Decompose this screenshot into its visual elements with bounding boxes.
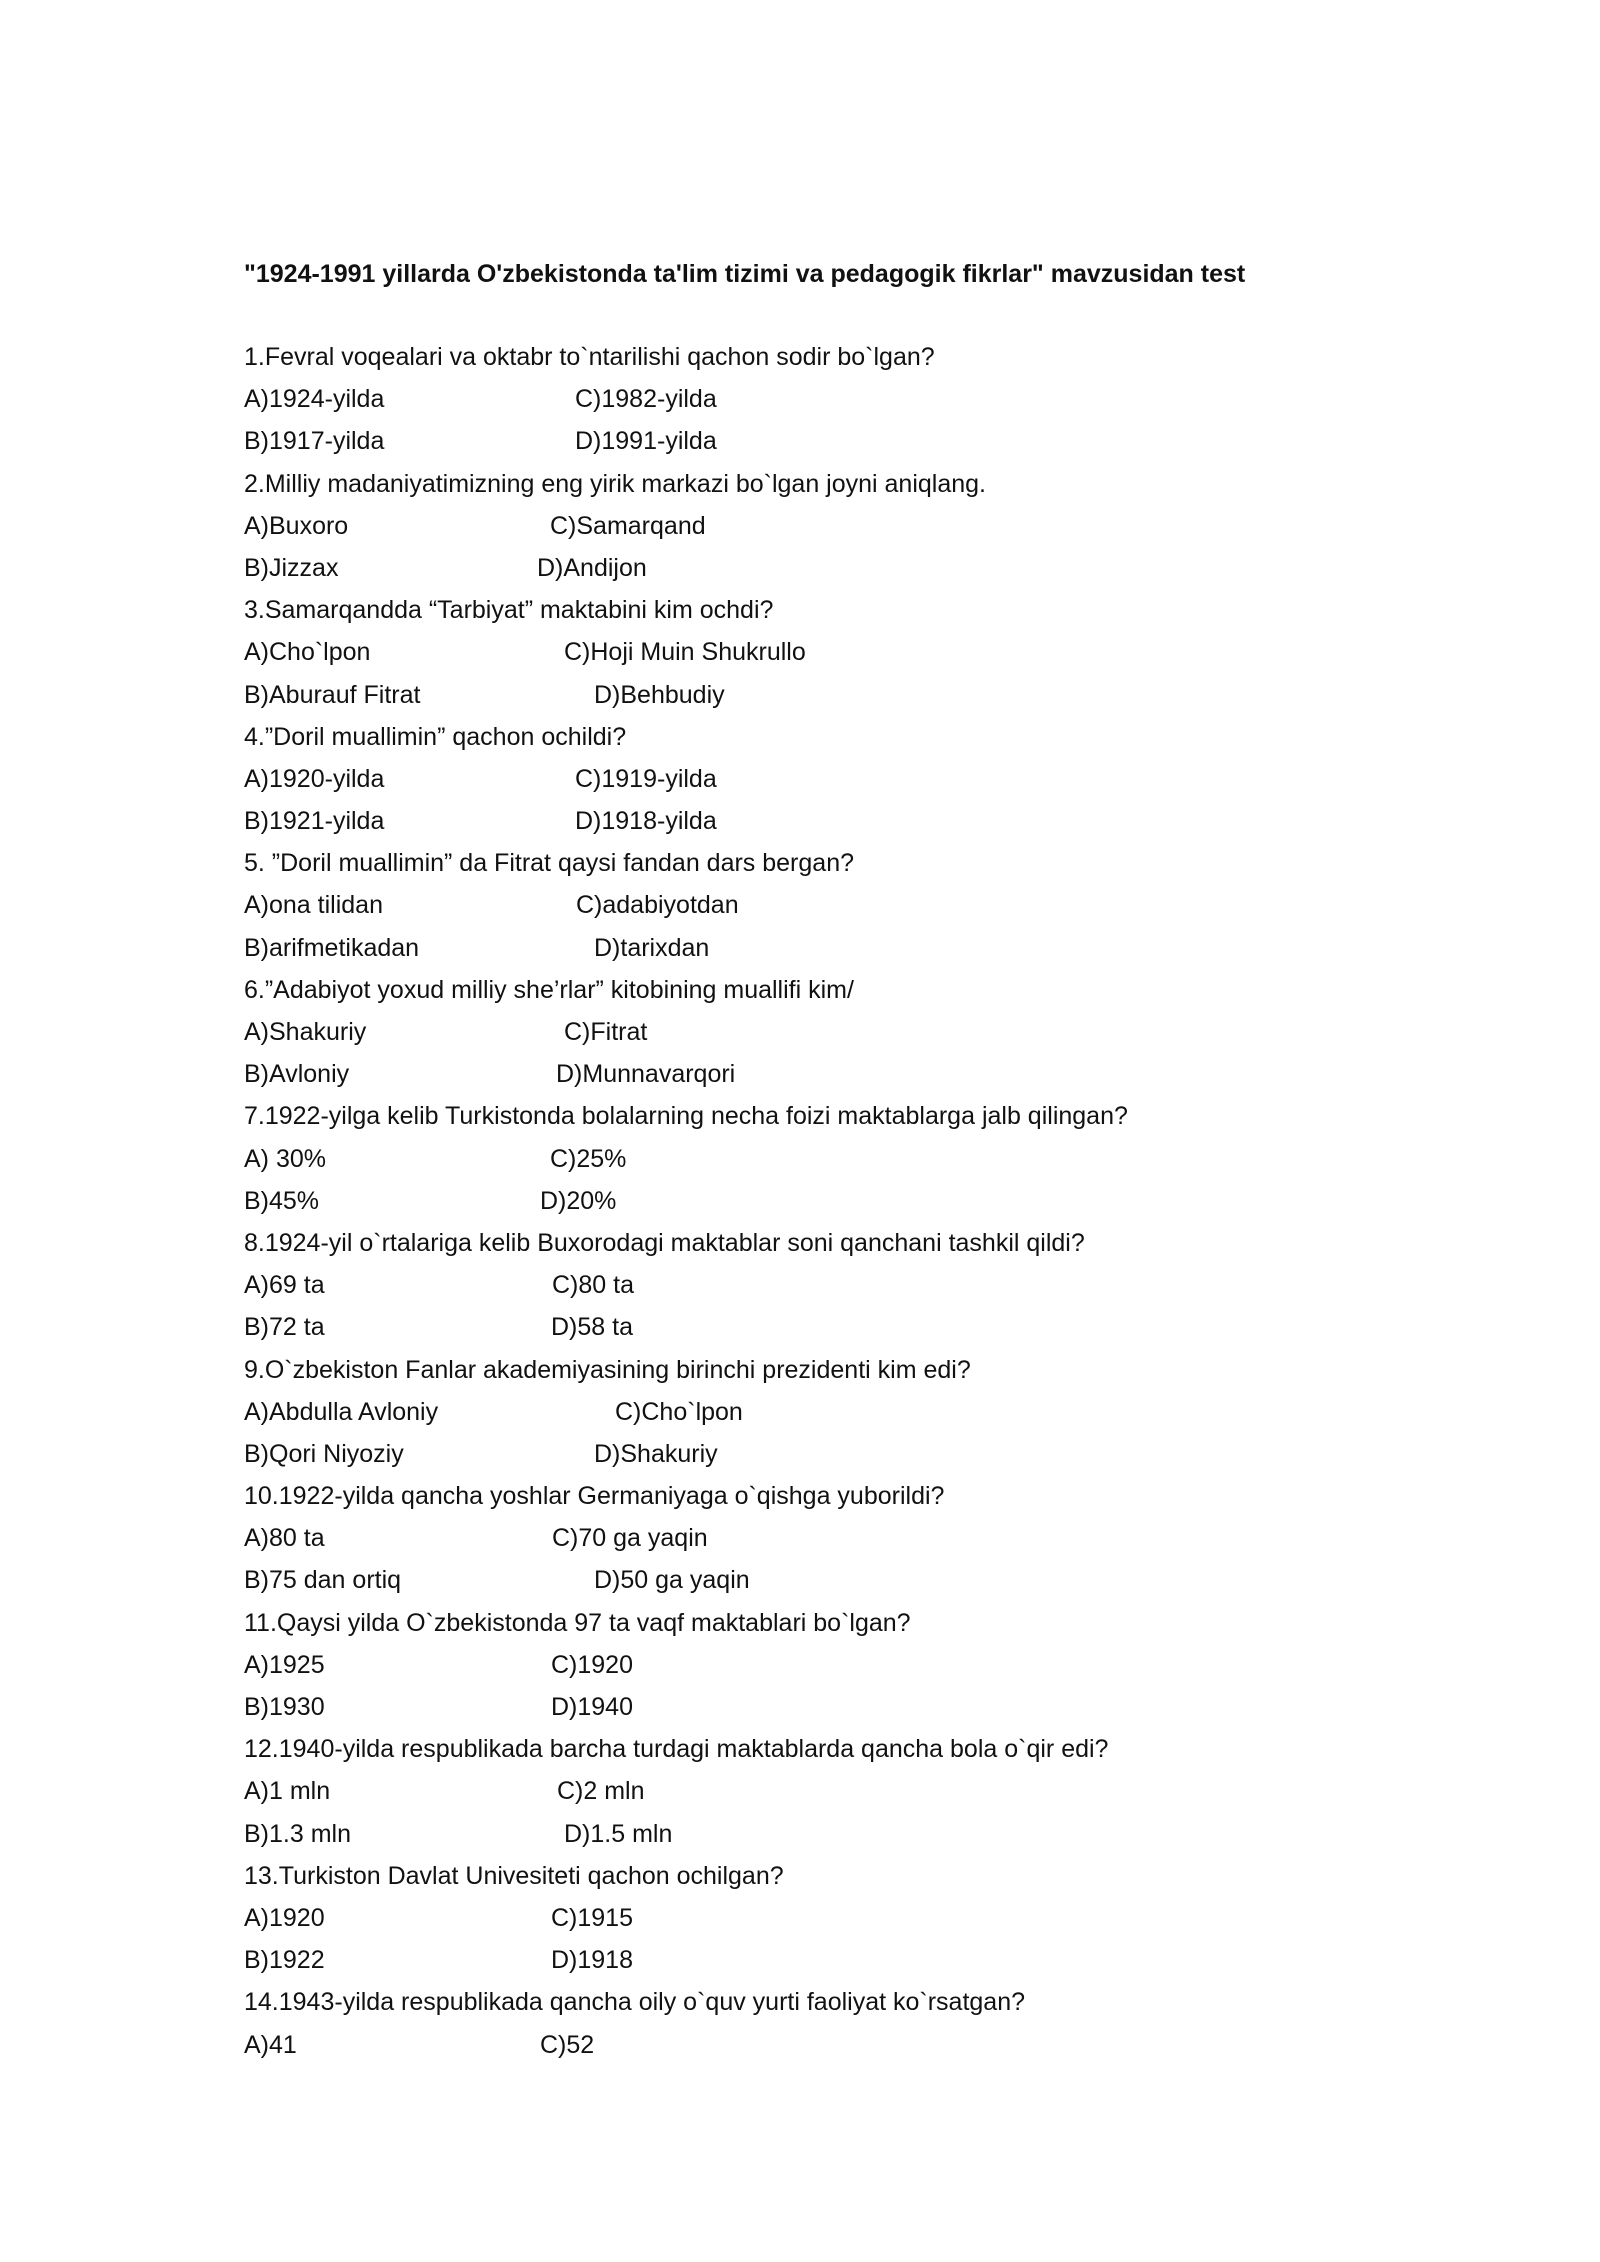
question-text: 4.”Doril muallimin” qachon ochildi? [244, 722, 627, 751]
answer-option-a: A)Shakuriy [244, 1018, 367, 1046]
answer-row [244, 2024, 1444, 2066]
answer-option-a: A)Abdulla Avloniy [244, 1397, 439, 1426]
question-text: 11.Qaysi yilda O`zbekistonda 97 ta vaqf maktablari bo`lgan? [244, 1608, 911, 1637]
answer-row [244, 884, 1444, 926]
answer-option-b: B)Qori Niyoziy [244, 1439, 404, 1468]
answer-option-a: A)1924-yilda [244, 385, 385, 414]
answer-row [244, 1644, 1444, 1686]
answer-option-d: D)1918 [551, 1946, 633, 1975]
answer-option-a: A)1 mln [244, 1777, 331, 1806]
answer-option-b: B)1.3 mln [244, 1819, 351, 1848]
answer-option-c: C)Fitrat [564, 1018, 648, 1046]
answer-option-a: A)1925 [244, 1650, 325, 1679]
question-text: 3.Samarqandda “Tarbiyat” maktabini kim ochdi? [244, 596, 774, 625]
answer-option-b: B)75 dan ortiq [244, 1566, 402, 1595]
question-text: 7.1922-yilga kelib Turkistonda bolalarning necha foizi maktablarga jalb qilingan? [244, 1102, 1128, 1131]
answer-option-a: A)ona tilidan [244, 891, 383, 920]
answer-option-c: C)70 ga yaqin [552, 1524, 708, 1553]
question-text: 9.O`zbekiston Fanlar akademiyasining birinchi prezidenti kim edi? [244, 1355, 971, 1384]
answer-option-b: B)1921-yilda [244, 807, 385, 836]
answer-option-a: A)1920 [244, 1903, 325, 1932]
question-text: 5. ”Doril muallimin” da Fitrat qaysi fandan dars bergan? [244, 849, 854, 878]
question-list [244, 336, 1444, 2066]
answer-option-d: D)Shakuriy [594, 1439, 718, 1468]
answer-option-d: D)1940 [551, 1693, 633, 1721]
answer-option-d: D)Behbudiy [594, 680, 725, 709]
answer-option-a: A)41 [244, 2030, 297, 2059]
answer-option-c: C)52 [540, 2030, 595, 2059]
question-text: 2.Milliy madaniyatimizning eng yirik markazi bo`lgan joyni aniqlang. [244, 469, 987, 498]
answer-option-c: C)1982-yilda [575, 385, 717, 414]
answer-row [244, 1939, 1444, 1981]
answer-option-c: C)1915 [551, 1903, 633, 1932]
answer-row [244, 1138, 1444, 1180]
answer-option-d: D)50 ga yaqin [594, 1566, 750, 1595]
answer-option-c: C)adabiyotdan [576, 891, 739, 920]
question-text: 1.Fevral voqealari va oktabr to`ntarilishi qachon sodir bo`lgan? [244, 343, 935, 371]
answer-row [244, 505, 1444, 547]
answer-option-b: B)arifmetikadan [244, 933, 420, 962]
question-text: 12.1940-yilda respublikada barcha turdagi maktablarda qancha bola o`qir edi? [244, 1735, 1109, 1764]
answer-option-d: D)tarixdan [594, 933, 710, 962]
document-title: "1924-1991 yillarda O'zbekistonda ta'lim tizimi va pedagogik fikrlar" mavzusidan test [244, 260, 1246, 288]
question-text: 8.1924-yil o`rtalariga kelib Buxorodagi maktablar soni qanchani tashkil qildi? [244, 1228, 1085, 1257]
answer-option-a: A) 30% [244, 1144, 326, 1173]
answer-option-c: C)Cho`lpon [615, 1397, 743, 1426]
answer-option-a: A)69 ta [244, 1271, 325, 1300]
answer-row [244, 1686, 1444, 1728]
answer-row [244, 1559, 1444, 1601]
question-text: 10.1922-yilda qancha yoshlar Germaniyaga o`qishga yuborildi? [244, 1482, 945, 1511]
answer-row [244, 1011, 1444, 1053]
answer-option-b: B)1930 [244, 1693, 325, 1721]
answer-option-b: B)Aburauf Fitrat [244, 680, 421, 709]
answer-row [244, 631, 1444, 673]
answer-option-d: D)1991-yilda [575, 427, 717, 456]
answer-option-a: A)1920-yilda [244, 764, 385, 793]
answer-option-c: C)2 mln [557, 1777, 645, 1806]
answer-option-c: C)1920 [551, 1650, 633, 1679]
answer-row [244, 1306, 1444, 1348]
answer-row [244, 1180, 1444, 1222]
answer-option-a: A)Cho`lpon [244, 638, 371, 667]
answer-option-b: B)1917-yilda [244, 427, 385, 456]
question-text: 13.Turkiston Davlat Univesiteti qachon ochilgan? [244, 1861, 784, 1890]
answer-option-d: D)Munnavarqori [556, 1060, 736, 1089]
answer-option-a: A)80 ta [244, 1524, 325, 1553]
answer-row [244, 1433, 1444, 1475]
answer-option-b: B)72 ta [244, 1313, 325, 1342]
answer-row [244, 674, 1444, 716]
answer-row [244, 1897, 1444, 1939]
answer-option-c: C)1919-yilda [575, 764, 717, 793]
answer-row [244, 1517, 1444, 1559]
answer-row [244, 1770, 1444, 1812]
question-text: 6.”Adabiyot yoxud milliy she’rlar” kitobining muallifi kim/ [244, 975, 854, 1004]
answer-option-a: A)Buxoro [244, 511, 349, 540]
answer-option-d: D)58 ta [551, 1313, 633, 1342]
answer-option-d: D)1.5 mln [564, 1819, 673, 1848]
answer-option-b: B)Avloniy [244, 1060, 350, 1089]
answer-option-c: C)Hoji Muin Shukrullo [564, 638, 806, 667]
answer-option-d: D)20% [540, 1186, 617, 1215]
answer-option-c: C)80 ta [552, 1271, 634, 1300]
answer-option-b: B)Jizzax [244, 553, 339, 582]
answer-option-d: D)Andijon [537, 553, 647, 582]
test-document [244, 254, 1444, 2066]
answer-row [244, 420, 1444, 462]
answer-row [244, 758, 1444, 800]
answer-option-c: C)25% [550, 1144, 627, 1173]
answer-row [244, 1053, 1444, 1095]
answer-row [244, 1264, 1444, 1306]
answer-option-c: C)Samarqand [550, 511, 706, 540]
answer-option-b: B)45% [244, 1186, 320, 1215]
answer-row [244, 547, 1444, 589]
answer-row [244, 1813, 1444, 1855]
answer-option-b: B)1922 [244, 1946, 325, 1975]
question-text: 14.1943-yilda respublikada qancha oily o`quv yurti faoliyat ko`rsatgan? [244, 1988, 1026, 2017]
answer-row [244, 378, 1444, 420]
answer-row [244, 800, 1444, 842]
answer-option-d: D)1918-yilda [575, 807, 717, 836]
answer-row [244, 1391, 1444, 1433]
answer-row [244, 927, 1444, 969]
